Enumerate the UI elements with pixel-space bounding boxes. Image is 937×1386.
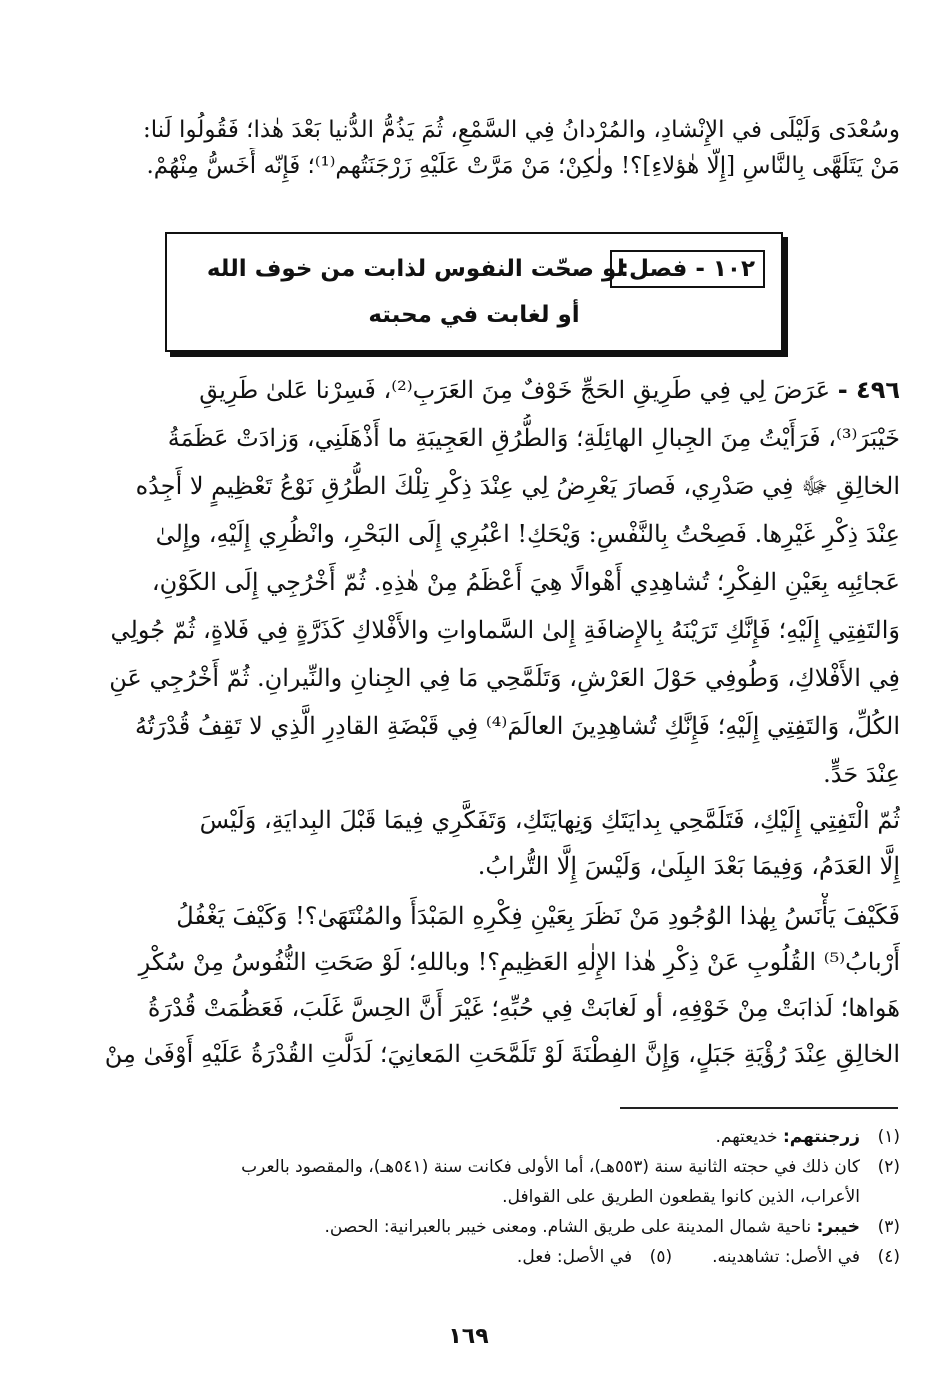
section-heading-box — [165, 232, 783, 352]
footnote-number: (٢) — [877, 1157, 900, 1177]
footnotes-4-5 — [70, 1242, 900, 1272]
footnote-number: (٤) — [877, 1247, 900, 1267]
text-line: عَجائِبِه بِعَيْنِ الفِكْرِ؛ تُشاهِدِي أَهْوالًا هِيَ أَعْظَمُ مِنْ هٰذِهِ. ثُمّ أَخْرُجِي إِلَى الكَوْنِ، — [151, 568, 900, 596]
footnote-divider — [620, 1107, 898, 1109]
footnote-term: خيبر: — [816, 1217, 860, 1237]
text-line: فَكَيْفَ يَأْنَسُ بِهٰذا الوُجُودِ مَنْ نَظَرَ بِعَيْنِ فِكْرِهِ المَبْدَأَ والمُنْتَهَىٰ؟! وَكَيْفَ يَغْفُلُ — [176, 902, 900, 930]
footnote-text: في الأصل: تشاهدينه. — [712, 1247, 860, 1267]
section-title-line-2: أو لغابت في محبته — [368, 302, 580, 328]
footnote-text: ناحية شمال المدينة على طريق الشام. ومعنى خيبر بالعبرانية: الحصن. — [324, 1217, 817, 1237]
text-line: الخالِقِ ﷻ فِي صَدْرِي، فَصارَ يَعْرِضُ لِي عِنْدَ ذِكْرِ تِلْكَ الطُّرُقِ نَوْعُ تَعْظِيمٍ لا أَجِدُه — [135, 472, 900, 500]
text-line: الكُلِّ، وَالتَفِتِي إِلَيْهِ؛ فَإِنَّكِ تُشاهِدِينَ العالَمَ⁽⁴⁾ فِي قَبْضَةِ القادِرِ الَّذِي لا تَقِفُ قُدْرَتُهُ — [134, 712, 900, 740]
paragraph-thumma — [80, 797, 900, 889]
text-line — [80, 366, 900, 414]
text-line: أَرْبابُ⁽⁵⁾ القُلُوبِ عَنْ ذِكْرِ هٰذا الإِلٰهِ العَظِيمِ؟! وباللهِ؛ لَوْ صَحَتِ النُّفُوسُ مِنْ سُكْرِ — [138, 948, 900, 976]
footnote-text: كان ذلك في حجته الثانية سنة (٥٥٣هـ)، أما الأولى فكانت سنة (٥٤١هـ)، والمقصود بالعرب — [241, 1157, 860, 1177]
page-number: ١٦٩ — [448, 1324, 489, 1349]
text-line: عِنْدَ حَدٍّ. — [823, 760, 900, 788]
paragraph-kayfa — [80, 893, 900, 1077]
text-line: وَالتَفِتِي إِلَيْهِ؛ فَإِنَّكِ تَرَيْنَهُ بِالإِضافَةِ إِلىٰ السَّماواتِ والأَفْلاكِ كَذَرَّةٍ فِي فَلاةٍ، ثُمّ جُولِي — [110, 616, 900, 644]
text-line: الخالِقِ عِنْدَ رُؤْيَةِ جَبَلٍ، وَإِنَّ الفِطْنَةَ لَوْ تَلَمَّحَتِ المَعانِيَ؛ لَدَلَّتِ القُدْرَةُ عَلَيْهِ أَوْفَىٰ مِنْ — [104, 1040, 900, 1068]
intro-paragraph — [80, 112, 900, 184]
footnote-text: في الأصل: فعل. — [516, 1247, 633, 1267]
text-line: هَواها؛ لَذابَتْ مِنْ خَوْفِهِ، أو لَغابَتْ فِي حُبِّهِ؛ غَيْرَ أَنَّ الحِسَّ غَلَبَ، فَعَظُمَتْ قُدْرَةُ — [147, 994, 900, 1022]
text-line: فِي الأَفْلاكِ، وَطُوفِي حَوْلَ العَرْشِ، وَتَلَمَّحِي مَا فِي الجِنانِ والنِّيرانِ. ثُمّ أَخْرُجِي عَنِ — [109, 664, 900, 692]
footnote-term: زرجنتهم: — [782, 1127, 860, 1147]
section-title-line-1: لو صحّت النفوس لذابت من خوف الله — [206, 256, 625, 282]
text-line: خَيْبَرَ⁽³⁾، فَرَأَيْتُ مِنَ الجِبالِ الهائِلَةِ؛ وَالطُّرُقِ العَجِيبَةِ ما أَذْهَلَنِي، وَزادَتْ عَظَمَةُ — [167, 424, 900, 452]
footnote-2-continued: الأعراب، الذين كانوا يقطعون الطريق على القوافل. — [502, 1187, 860, 1207]
text-span: عَرَضَ لِي فِي طَرِيقِ الحَجِّ خَوْفٌ مِنَ العَرَبِ⁽²⁾، فَسِرْنا عَلىٰ طَرِيقِ — [199, 376, 831, 404]
text-line: عِنْدَ ذِكْرِ غَيْرِها. فَصِحْتُ بِالنَّفْسِ: وَيْحَكِ! اعْبُرِي إِلَى البَحْرِ، وانْظُرِي إِلَيْهِ، وإِلىٰ — [155, 520, 900, 548]
footnote-3 — [70, 1212, 900, 1242]
footnote-1 — [70, 1122, 900, 1152]
text-line: وسُعْدَى وَلَيْلَى في الإِنْشادِ، والمُرْدانُ فِي السَّمْعِ، ثُمَ يَذُمُّ الدُّنيا بَعْدَ هٰذا؛ فَقُولُوا لَنا: — [143, 117, 900, 143]
text-line: إِلَّا العَدَمُ، وَفِيمَا بَعْدَ البِلَىٰ، وَلَيْسَ إِلَّا التُّرابُ. — [477, 852, 900, 880]
footnote-number: (١) — [877, 1127, 900, 1147]
paragraph-496 — [80, 366, 900, 798]
footnote-text: خديعتهم. — [715, 1127, 783, 1147]
footnote-2 — [70, 1152, 900, 1182]
footnotes — [70, 1122, 900, 1272]
text-line: مَنْ يَتَلَهَّى بِالنَّاسِ [إِلَّا هٰؤلاءِ]؟! ولٰكِنْ؛ مَنْ مَرَّتْ عَلَيْهِ زَرْجَنَتُهم⁽¹⁾؛ فَإِنّه أَخَسُّ مِنْهُمْ. — [146, 153, 900, 179]
footnote-number: (٥) — [649, 1247, 673, 1267]
section-number-tag: ١٠٢ - فصل: — [610, 250, 765, 288]
paragraph-number: ٤٩٦ - — [837, 376, 900, 404]
text-line: ثُمّ الْتَفِتِي إِلَيْكِ، فَتَلَمَّحِي بِدايَتَكِ وَنِهايَتَكِ، وَتَفَكَّرِي فِيمَا قَبْلَ البِدايَةِ، وَلَيْسَ — [199, 806, 900, 834]
footnote-number: (٣) — [877, 1217, 900, 1237]
